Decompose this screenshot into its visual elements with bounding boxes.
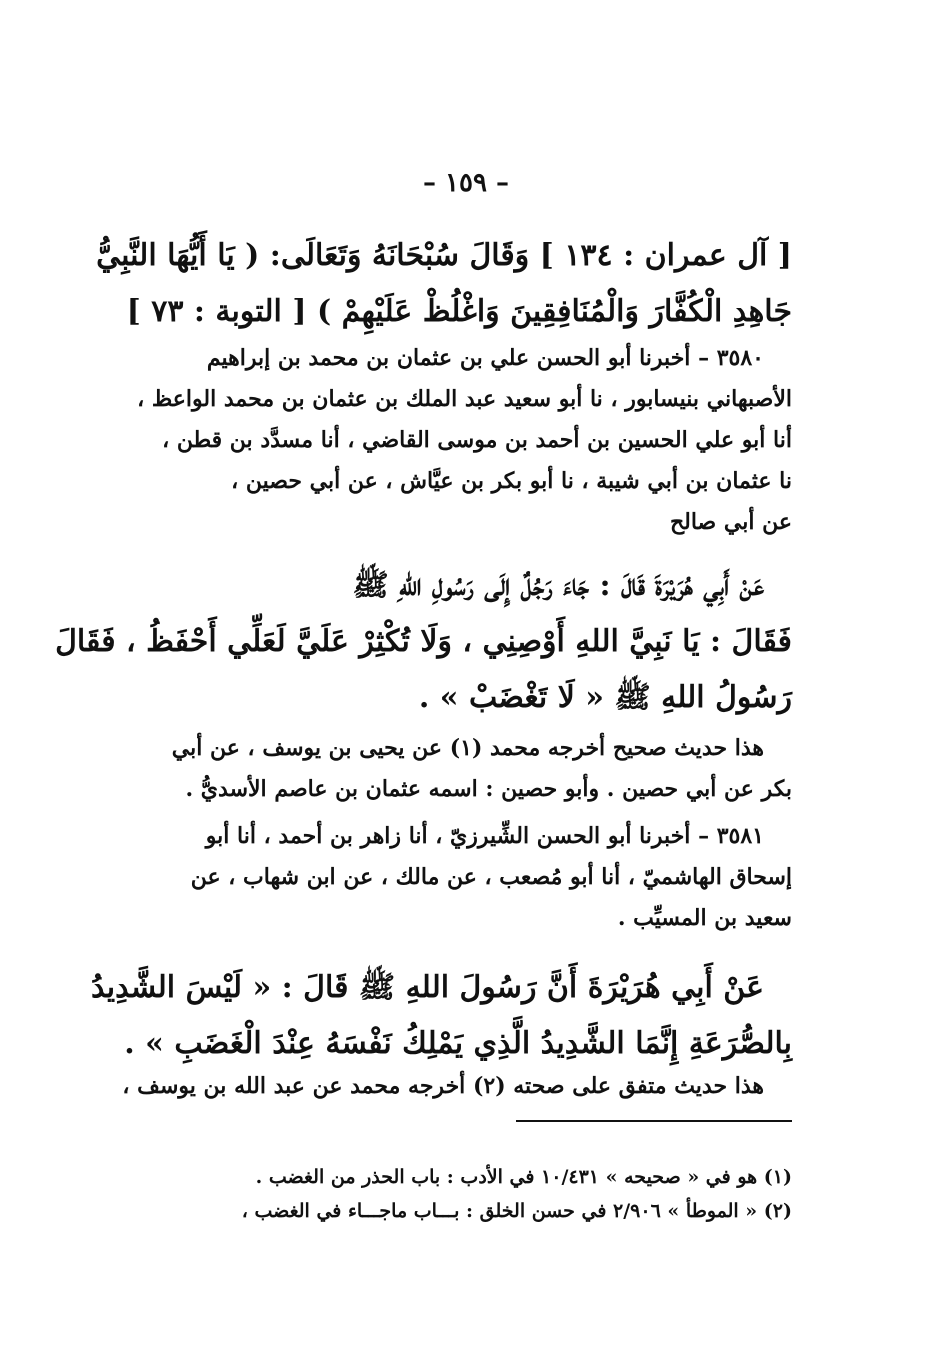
text-line: الأصبهاني بنيسابور ، نا أبو سعيد عبد الملك بن عثمان بن محمد الواعظ ، xyxy=(137,386,792,412)
text-line: هذا حديث صحيح أخرجه محمد (١) عن يحيى بن يوسف ، عن أبي xyxy=(171,735,764,761)
hadith-3580-takhrij xyxy=(130,728,792,810)
text-line: جَاهِدِ الْكُفَّارَ وَالْمُنَافِقِينَ وَاغْلُظْ عَلَيْهِمْ ) [ التوبة : ٧٣ ] xyxy=(126,294,792,329)
text-line: ٣٥٨١ – أخبرنا أبو الحسن الشِّيرزيّ ، أنا زاهر بن أحمد ، أنا أبو xyxy=(205,823,764,849)
footnotes xyxy=(130,1160,792,1228)
hadith-3580-isnad xyxy=(130,338,792,543)
footnote-2: (٢) « الموطأ » ٢/٩٠٦ في حسن الخلق : بـــاب ماجـــاء في الغضب ، xyxy=(241,1200,792,1222)
text-line: بكر عن أبي حصين . وأبو حصين : اسمه عثمان بن عاصم الأسديُّ . xyxy=(185,776,792,802)
text-line: إسحاق الهاشميّ ، أنا أبو مُصعب ، عن مالك ، عن ابن شهاب ، عن xyxy=(190,864,792,890)
hadith-3581-matn xyxy=(91,960,792,1072)
text-line: سعيد بن المسيِّب . xyxy=(617,905,792,931)
text-line: نا عثمان بن أبي شيبة ، نا أبو بكر بن عيَّاش ، عن أبي حصين ، xyxy=(231,468,792,494)
text-line: رَسُولُ اللهِ ﷺ « لَا تَغْضَبْ » . xyxy=(418,680,792,715)
text-line: عن أبي صالح xyxy=(669,509,792,535)
quran-verse-block xyxy=(96,228,792,340)
text-line: عَنْ أَبِي هُرَيْرَةَ أَنَّ رَسُولَ اللهِ ﷺ قَالَ : « لَيْسَ الشَّدِيدُ xyxy=(91,970,764,1005)
text-line: فَقَالَ : يَا نَبِيَّ اللهِ أَوْصِنِي ، وَلَا تُكْثِرْ عَلَيَّ لَعَلِّي أَحْفَظُ ، فَقَالَ xyxy=(55,624,792,659)
text-line: بِالصُّرَعَةِ إِنَّمَا الشَّدِيدُ الَّذِي يَمْلِكُ نَفْسَهُ عِنْدَ الْغَضَبِ » . xyxy=(124,1026,792,1061)
text-line: عَنْ أَبِي هُرَيْرَةَ قَالَ : جَاءَ رَجُلٌ إِلَى رَسُولِ اللهِ ﷺ xyxy=(352,568,764,603)
hadith-3581-isnad xyxy=(130,816,792,939)
footnote-1: (١) هو في « صحيحه » ١٠/٤٣١ في الأدب : باب الحذر من الغضب . xyxy=(255,1166,792,1188)
hadith-3581-takhrij xyxy=(122,1066,792,1107)
text-line: ٣٥٨٠ – أخبرنا أبو الحسن علي بن عثمان بن محمد بن إبراهيم xyxy=(206,345,764,371)
text-line: هذا حديث متفق على صحته (٢) أخرجه محمد عن عبد الله بن يوسف ، xyxy=(122,1073,764,1099)
text-line: أنا أبو علي الحسين بن أحمد بن موسى القاضي ، أنا مسدَّد بن قطن ، xyxy=(162,427,792,453)
footnote-separator xyxy=(516,1120,792,1122)
text-line: [ آل عمران : ١٣٤ ] وَقَالَ سُبْحَانَهُ وَتَعَالَى: ( يَا أَيُّهَا النَّبِيُّ xyxy=(96,238,792,273)
page-number: – ١٥٩ – xyxy=(422,168,510,198)
hadith-3580-matn xyxy=(55,558,792,726)
